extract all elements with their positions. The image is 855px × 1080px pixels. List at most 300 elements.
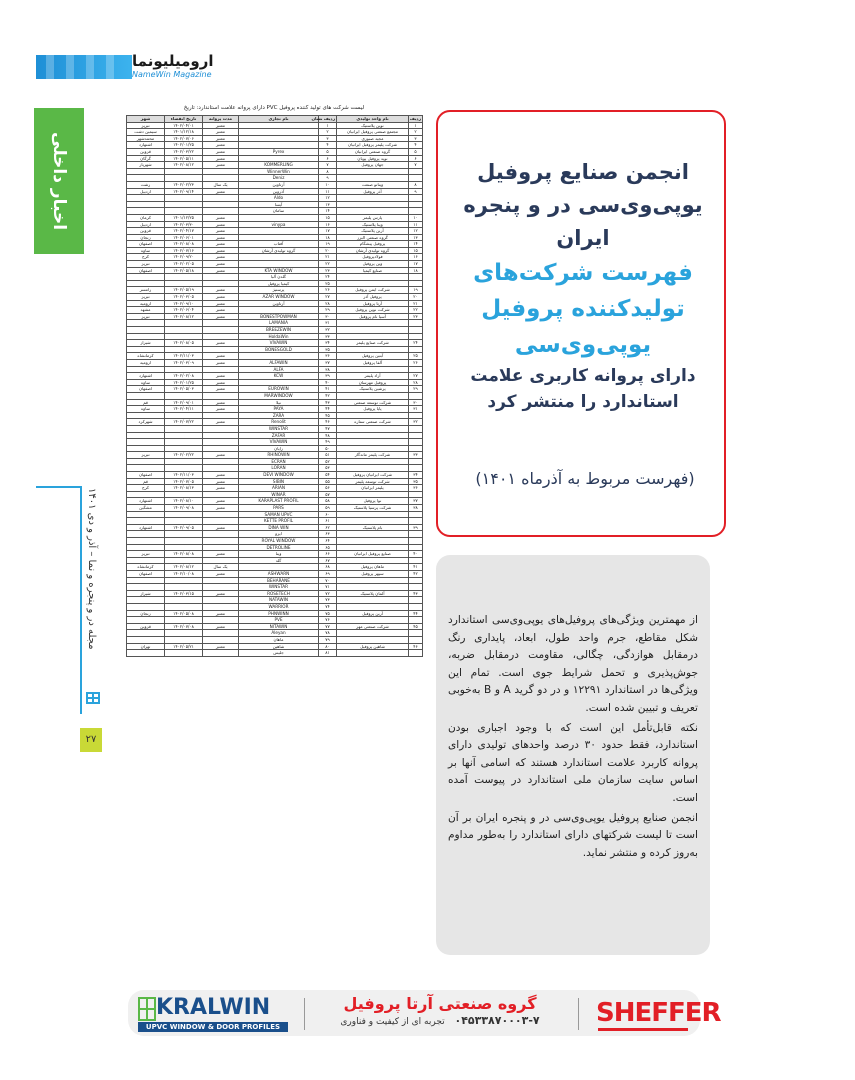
- table-cell: [203, 168, 239, 175]
- table-cell: ۲۷: [409, 373, 423, 380]
- table-row: [127, 168, 423, 175]
- table-cell: [409, 327, 423, 334]
- table-cell: WINAR: [239, 491, 319, 498]
- table-cell: معتبر: [203, 313, 239, 320]
- table-cell: کرمان: [127, 214, 165, 221]
- table-cell: ۲: [409, 129, 423, 136]
- table-row: [127, 452, 423, 459]
- table-cell: ۱۱: [409, 221, 423, 228]
- table-cell: [127, 412, 165, 419]
- table-cell: ۳۳: [319, 333, 337, 340]
- table-cell: ۸: [319, 168, 337, 175]
- table-cell: معتبر: [203, 590, 239, 597]
- table-cell: [165, 333, 203, 340]
- table-cell: آلفا پروفیل: [337, 359, 409, 366]
- table-row: [127, 386, 423, 393]
- date-note: (فهرست مربوط به آذرماه ۱۴۰۱): [475, 469, 695, 488]
- table-cell: معتبر: [203, 247, 239, 254]
- table-cell: ۳۴: [409, 472, 423, 479]
- table-row: [127, 478, 423, 485]
- table-cell: اصفهان: [127, 386, 165, 393]
- table-cell: پلیمر ایرانیان: [337, 485, 409, 492]
- issue-caption-text: مجله در و پنجره و نما – آذر و دی ۱۴۰۱: [86, 488, 97, 650]
- table-cell: ۴۵: [319, 412, 337, 419]
- table-cell: ۱۴۰۲/۰۲/۰۵: [165, 261, 203, 268]
- table-cell: [203, 531, 239, 538]
- table-cell: ۱۳: [409, 234, 423, 241]
- table-cell: ۳۵: [409, 478, 423, 485]
- table-row: [127, 630, 423, 637]
- table-cell: [203, 445, 239, 452]
- table-cell: گروه صنعتی البرز: [337, 234, 409, 241]
- table-cell: LAMANIA: [239, 320, 319, 327]
- table-cell: صنایع کیمیا: [337, 267, 409, 274]
- table-cell: ۵۲: [319, 458, 337, 465]
- sheffer-logo: SHEFFER: [596, 998, 721, 1028]
- table-cell: ۲۱: [319, 254, 337, 261]
- table-cell: شاهین پروفیل: [337, 643, 409, 650]
- table-cell: شرکت توسعه صنعتی: [337, 399, 409, 406]
- table-cell: ۱۴۰۲/۱۰/۰۸: [165, 570, 203, 577]
- table-cell: ۱۶: [319, 221, 337, 228]
- table-cell: [337, 617, 409, 624]
- table-cell: ۱۴: [409, 241, 423, 248]
- magazine-logo-graphic: [36, 55, 132, 79]
- table-cell: ۲۹: [409, 386, 423, 393]
- table-cell: شهرکرد: [127, 419, 165, 426]
- table-cell: شرکت صنعتی مهر: [337, 623, 409, 630]
- table-cell: ۳۶: [409, 485, 423, 492]
- table-cell: پرستیژ: [239, 287, 319, 294]
- section-tab-label: اخبار داخلی: [49, 131, 69, 231]
- table-cell: ASHWARN: [239, 570, 319, 577]
- table-row: [127, 485, 423, 492]
- table-cell: ۸۱: [319, 650, 337, 657]
- table-cell: ۲۳: [319, 267, 337, 274]
- table-cell: قزوین: [127, 228, 165, 235]
- table-cell: معتبر: [203, 386, 239, 393]
- table-cell: [165, 465, 203, 472]
- table-cell: [337, 544, 409, 551]
- table-cell: ۱۴۰۲/۰۷/۱۶: [165, 247, 203, 254]
- table-row: [127, 234, 423, 241]
- table-cell: [409, 445, 423, 452]
- table-cell: ۱۴۰۲/۰۳/۱۵: [165, 590, 203, 597]
- ad-divider: [304, 998, 305, 1030]
- table-cell: ۷۳: [319, 597, 337, 604]
- headline-line-1: انجمن صنایع پروفیل: [477, 160, 689, 184]
- table-row: [127, 419, 423, 426]
- table-cell: [127, 511, 165, 518]
- table-row: [127, 221, 423, 228]
- table-cell: شرکت ایرانیان پروفیل: [337, 472, 409, 479]
- table-cell: معتبر: [203, 221, 239, 228]
- table-cell: معتبر: [203, 188, 239, 195]
- table-cell: [127, 445, 165, 452]
- table-header-cell: نام تجاری: [239, 116, 319, 123]
- table-cell: اصفهان: [127, 267, 165, 274]
- table-cell: شرکت توسعه پلیمر: [337, 478, 409, 485]
- table-cell: ۱۴۰۲/۰۹/۰۸: [165, 505, 203, 512]
- table-cell: PHNWINN: [239, 610, 319, 617]
- table-cell: [409, 439, 423, 446]
- table-cell: ۳۸: [409, 505, 423, 512]
- table-row: [127, 465, 423, 472]
- table-cell: شرکت پلیمر ماندگار: [337, 452, 409, 459]
- table-cell: ۳۱: [319, 320, 337, 327]
- table-cell: ARIAN: [239, 485, 319, 492]
- table-row: [127, 353, 423, 360]
- table-row: [127, 208, 423, 215]
- table-cell: WINSTAR: [239, 584, 319, 591]
- table-cell: ۱۸: [319, 234, 337, 241]
- table-row: [127, 366, 423, 373]
- table-cell: [203, 636, 239, 643]
- table-cell: [165, 603, 203, 610]
- table-cell: [337, 432, 409, 439]
- body-paragraph-2: نکته قابل‌تأمل این است که با وجود اجباری بودن استاندارد، فقط حدود ۳۰ درصد واحدهای تولیدی دارای پروانه کاربرد علامت استاندارد هستند که اسامی آنها بر اساس سایت سازمان ملی استاندارد در پیوست آمده است.: [448, 721, 698, 804]
- table-cell: ۴۰: [319, 379, 337, 386]
- table-cell: PAYA: [239, 406, 319, 413]
- table-cell: ۲۲: [319, 261, 337, 268]
- table-cell: ۱۴۰۲/۰۹/۲۰: [165, 254, 203, 261]
- table-cell: [337, 346, 409, 353]
- window-icon: [84, 690, 102, 706]
- table-cell: ۶: [409, 155, 423, 162]
- table-cell: [165, 617, 203, 624]
- table-cell: معتبر: [203, 142, 239, 149]
- table-cell: [409, 597, 423, 604]
- table-cell: ۷۵: [319, 610, 337, 617]
- table-cell: پروفیل پیشگام: [337, 241, 409, 248]
- table-cell: معتبر: [203, 155, 239, 162]
- table-cell: [337, 168, 409, 175]
- table-cell: AZAR WINDOW: [239, 294, 319, 301]
- table-cell: ۷: [319, 162, 337, 169]
- table-cell: [127, 320, 165, 327]
- table-cell: [165, 432, 203, 439]
- table-cell: معتبر: [203, 406, 239, 413]
- table-cell: [203, 465, 239, 472]
- table-cell: BONESGOLD: [239, 346, 319, 353]
- table-cell: NITAWIN: [239, 623, 319, 630]
- table-header-cell: ردیف نشان: [311, 116, 335, 121]
- table-cell: ۲۲: [409, 307, 423, 314]
- table-row: [127, 280, 423, 287]
- table-cell: ۱۴۰۲/۰۸/۰۸: [165, 551, 203, 558]
- table-cell: [409, 392, 423, 399]
- table-cell: معتبر: [203, 267, 239, 274]
- table-cell: اشتهارد: [127, 498, 165, 505]
- table-cell: [337, 280, 409, 287]
- table-cell: ۲۵: [319, 280, 337, 287]
- table-cell: ۵۰: [319, 445, 337, 452]
- table-cell: ۱: [319, 122, 337, 129]
- table-cell: ۱۴۰۲/۰۲/۰۸: [165, 373, 203, 380]
- table-cell: [127, 175, 165, 182]
- table-cell: اشتهارد: [127, 142, 165, 149]
- table-cell: [409, 425, 423, 432]
- table-cell: ۵۳: [319, 465, 337, 472]
- table-cell: [165, 346, 203, 353]
- table-cell: [203, 630, 239, 637]
- table-cell: آسیا نام پروفیل: [337, 313, 409, 320]
- table-cell: [409, 346, 423, 353]
- table-cell: نوین پلاستیک: [337, 122, 409, 129]
- table-cell: معتبر: [203, 287, 239, 294]
- table-row: [127, 333, 423, 340]
- table-row: [127, 491, 423, 498]
- table-cell: ۱۴۰۲/۰۹/۱۰: [165, 300, 203, 307]
- table-cell: کیمیا پروفیل: [239, 280, 319, 287]
- table-cell: ۳۲: [319, 327, 337, 334]
- table-cell: [203, 320, 239, 327]
- table-cell: ۴: [319, 142, 337, 149]
- table-cell: [337, 584, 409, 591]
- table-row: [127, 313, 423, 320]
- table-cell: vinypa: [239, 221, 319, 228]
- table-cell: ۴۱: [319, 386, 337, 393]
- table-cell: ۶۲: [319, 524, 337, 531]
- table-cell: [337, 557, 409, 564]
- table-cell: [165, 366, 203, 373]
- table-row: [127, 307, 423, 314]
- table-row: [127, 359, 423, 366]
- table-cell: قم: [127, 399, 165, 406]
- table-row: [127, 597, 423, 604]
- table-cell: BONESTPOWMAN: [239, 313, 319, 320]
- table-cell: ۱۴۰۲/۰۳/۰۵: [165, 294, 203, 301]
- table-row: [127, 531, 423, 538]
- table-cell: ۱۴۰۲/۱۱/۰۳: [165, 472, 203, 479]
- table-cell: ۶۰: [319, 511, 337, 518]
- table-cell: [337, 320, 409, 327]
- table-cell: معتبر: [203, 307, 239, 314]
- table-cell: ۱۴۰۱/۱۲/۱۸: [165, 129, 203, 136]
- table-cell: [203, 280, 239, 287]
- table-cell: شیراز: [127, 340, 165, 347]
- table-cell: ۴۳: [409, 590, 423, 597]
- table-cell: ۱۴۰۲/۱۱/۰۳: [165, 353, 203, 360]
- table-cell: [409, 333, 423, 340]
- headline-line-4: تولیدکننده پروفیل: [481, 296, 685, 322]
- table-cell: [127, 392, 165, 399]
- table-cell: [165, 320, 203, 327]
- table-cell: [337, 538, 409, 545]
- table-cell: ECRAN: [239, 458, 319, 465]
- table-cell: [127, 274, 165, 281]
- table-row: [127, 300, 423, 307]
- table-cell: Deniz: [239, 175, 319, 182]
- table-cell: [409, 511, 423, 518]
- table-cell: [203, 617, 239, 624]
- table-cell: [409, 544, 423, 551]
- table-cell: ۳۷: [409, 498, 423, 505]
- table-row: [127, 524, 423, 531]
- table-cell: اصفهان: [127, 570, 165, 577]
- table-row: [127, 544, 423, 551]
- table-cell: آذر پروفیل: [337, 188, 409, 195]
- table-cell: رامسر: [127, 287, 165, 294]
- kralwin-window-icon: [138, 997, 156, 1021]
- table-row: [127, 551, 423, 558]
- table-cell: [165, 538, 203, 545]
- table-cell: معتبر: [203, 261, 239, 268]
- table-cell: [203, 603, 239, 610]
- table-cell: گروه تولیدی آرشان: [337, 247, 409, 254]
- table-cell: ۱۰: [319, 181, 337, 188]
- table-cell: ۱۷: [319, 228, 337, 235]
- table-cell: مجید صبوری: [337, 135, 409, 142]
- table-cell: ۷۶: [319, 617, 337, 624]
- table-cell: [337, 333, 409, 340]
- table-cell: [409, 195, 423, 202]
- table-cell: نوا پروفیل: [337, 498, 409, 505]
- table-row: [127, 472, 423, 479]
- table-cell: LORAN: [239, 465, 319, 472]
- table-cell: [203, 208, 239, 215]
- section-tab: [34, 108, 84, 254]
- table-cell: [127, 650, 165, 657]
- table-cell: ۶۹: [319, 570, 337, 577]
- table-cell: ۵: [319, 148, 337, 155]
- table-cell: آلمان پلاستیک: [337, 590, 409, 597]
- table-cell: ۴۲: [319, 392, 337, 399]
- table-row: [127, 247, 423, 254]
- table-cell: ۷: [409, 162, 423, 169]
- table-cell: [239, 129, 319, 136]
- table-cell: زنجان: [127, 610, 165, 617]
- table-cell: پایا پروفیل: [337, 406, 409, 413]
- table-cell: [165, 557, 203, 564]
- table-cell: ۳۱: [409, 406, 423, 413]
- table-cell: آرتا پروفیل: [337, 300, 409, 307]
- table-cell: [165, 412, 203, 419]
- table-cell: [337, 175, 409, 182]
- table-cell: WinnerWin: [239, 168, 319, 175]
- table-cell: ماهان: [239, 636, 319, 643]
- table-row: [127, 340, 423, 347]
- table-cell: [127, 327, 165, 334]
- table-cell: ارومیه: [127, 300, 165, 307]
- table-cell: ۱۴۰۱/۱۲/۲۵: [165, 214, 203, 221]
- table-cell: [409, 491, 423, 498]
- table-cell: شاهین: [239, 643, 319, 650]
- table-cell: اصفهان: [127, 241, 165, 248]
- table-cell: معتبر: [203, 214, 239, 221]
- table-cell: [127, 518, 165, 525]
- table-cell: [203, 175, 239, 182]
- table-cell: معتبر: [203, 643, 239, 650]
- table-row: [127, 406, 423, 413]
- table-cell: ۳۸: [319, 366, 337, 373]
- table-row: [127, 505, 423, 512]
- table-cell: کرمانشاه: [127, 353, 165, 360]
- table-cell: [239, 228, 319, 235]
- table-cell: ۲۸: [409, 379, 423, 386]
- table-cell: شرکت ایمن پروفیل: [337, 287, 409, 294]
- table-cell: قم: [127, 478, 165, 485]
- table-cell: [337, 511, 409, 518]
- table-cell: [127, 636, 165, 643]
- table-cell: BEHARANE: [239, 577, 319, 584]
- table-cell: [239, 234, 319, 241]
- table-cell: [165, 544, 203, 551]
- table-cell: ۳: [409, 135, 423, 142]
- table-cell: [165, 630, 203, 637]
- table-row: [127, 511, 423, 518]
- table-cell: معتبر: [203, 472, 239, 479]
- table-cell: آرین پروفیل: [337, 610, 409, 617]
- table-cell: ۵۵: [319, 478, 337, 485]
- table-cell: [203, 557, 239, 564]
- table-cell: آرتاوین: [239, 181, 319, 188]
- table-cell: Aldo: [239, 195, 319, 202]
- table-cell: [337, 630, 409, 637]
- table-cell: [165, 650, 203, 657]
- table-cell: ۱۴۰۲/۰۸/۱۳: [165, 485, 203, 492]
- table-cell: [165, 636, 203, 643]
- table-cell: قزوین: [127, 148, 165, 155]
- table-cell: [203, 195, 239, 202]
- table-cell: [203, 366, 239, 373]
- table-cell: ماهان پروفیل: [337, 564, 409, 571]
- table-cell: [337, 518, 409, 525]
- table-cell: NATAWIN: [239, 597, 319, 604]
- table-cell: [165, 208, 203, 215]
- table-cell: معتبر: [203, 359, 239, 366]
- table-cell: ۳۷: [319, 359, 337, 366]
- table-row: [127, 577, 423, 584]
- table-cell: پارس پلیمر: [337, 214, 409, 221]
- table-cell: [127, 366, 165, 373]
- headline: [450, 156, 716, 415]
- table-cell: [409, 603, 423, 610]
- table-row: [127, 148, 423, 155]
- table-cell: KCW: [239, 373, 319, 380]
- table-cell: ۱۵: [319, 214, 337, 221]
- table-cell: ۲۸: [319, 300, 337, 307]
- table-cell: ۲۶: [409, 359, 423, 366]
- table-row: [127, 458, 423, 465]
- table-cell: آبتین پروفیل: [337, 353, 409, 360]
- table-cell: [203, 458, 239, 465]
- table-cell: Pyrex: [239, 148, 319, 155]
- table-row: [127, 538, 423, 545]
- table-cell: اردبیل: [127, 188, 165, 195]
- table-cell: ۶۵: [319, 544, 337, 551]
- table-cell: [127, 195, 165, 202]
- table-row: [127, 564, 423, 571]
- table-cell: ۶: [319, 155, 337, 162]
- table-cell: ۳۶: [319, 353, 337, 360]
- table-cell: ۱۸: [409, 267, 423, 274]
- table-cell: ۲۹: [319, 307, 337, 314]
- table-cell: معتبر: [203, 524, 239, 531]
- table-cell: WINSTAR: [239, 425, 319, 432]
- table-cell: [165, 392, 203, 399]
- table-row: [127, 122, 423, 129]
- table-cell: [409, 366, 423, 373]
- table-cell: مشهد: [127, 307, 165, 314]
- table-cell: [239, 564, 319, 571]
- table-cell: [203, 201, 239, 208]
- table-cell: ۱۶: [409, 254, 423, 261]
- table-cell: [409, 432, 423, 439]
- table-cell: ۲: [319, 129, 337, 136]
- table-row: [127, 445, 423, 452]
- table-cell: SAMAN UPVC: [239, 511, 319, 518]
